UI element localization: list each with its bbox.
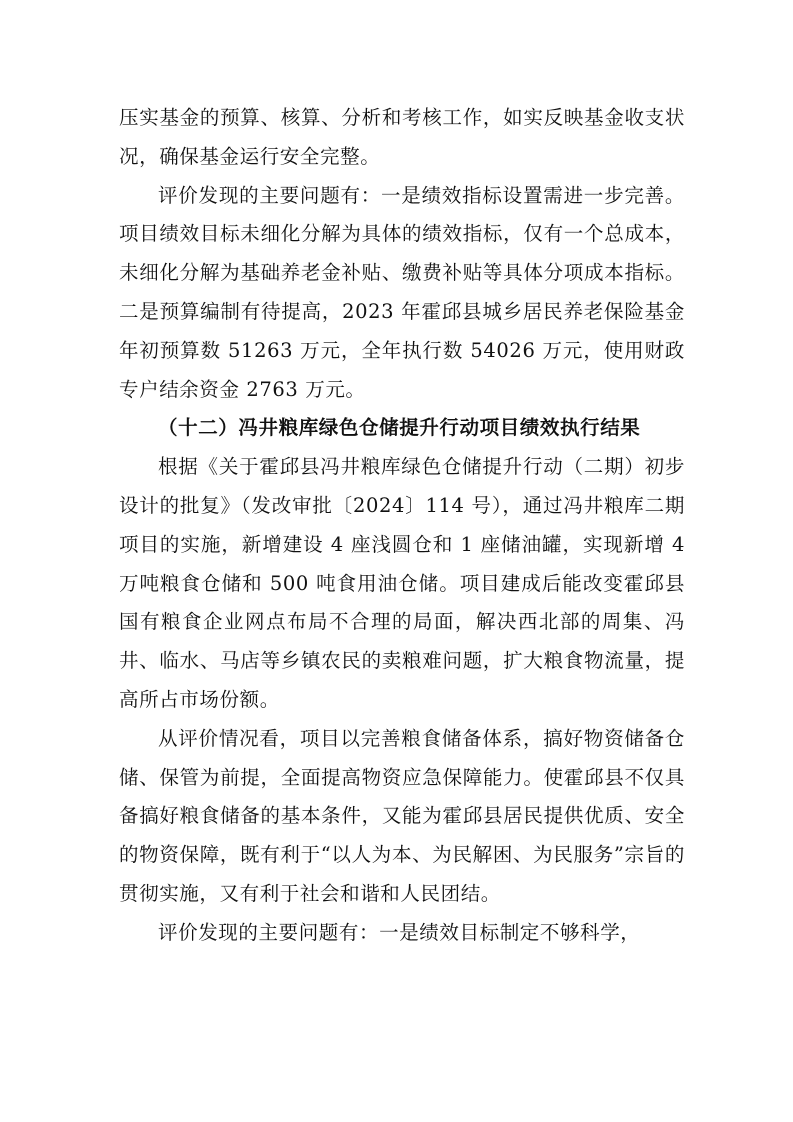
paragraph-pension-issues: 评价发现的主要问题有：一是绩效指标设置需进一步完善。项目绩效目标未细化分解为具体的绩效指标，仅有一个总成本，未细化分解为基础养老金补贴、缴费补贴等具体分项成本指标。二是预算编制有待提高，2023 年霍邱县城乡居民养老保险基金年初预算数 51263 万元，全年执行数 54026 万元，使用财政专户结余资金 2763 万元。 (119, 183, 685, 401)
section-heading-12: （十二）冯井粮库绿色仓储提升行动项目绩效执行结果 (158, 416, 641, 440)
document-body (119, 99, 685, 953)
paragraph-granary-basis: 根据《关于霍邱县冯井粮库绿色仓储提升行动（二期）初步设计的批复》（发改审批〔2024〕114 号），通过冯井粮库二期项目的实施，新增建设 4 座浅圆仓和 1 座储油罐，实现新增 4 万吨粮食仓储和 500 吨食用油仓储。项目建成后能改变霍邱县国有粮食企业网点布局不合理的局面，解决西北部的周集、冯井、临水、马店等乡镇农民的卖粮难问题，扩大粮食物流量，提高所占市场份额。 (119, 455, 685, 711)
paragraph-fund-supervision: 压实基金的预算、核算、分析和考核工作，如实反映基金收支状况，确保基金运行安全完整。 (119, 106, 685, 168)
paragraph-granary-issues: 评价发现的主要问题有：一是绩效目标制定不够科学， (158, 920, 641, 944)
paragraph-granary-evaluation: 从评价情况看，项目以完善粮食储备体系，搞好物资储备仓储、保管为前提，全面提高物资应急保障能力。使霍邱县不仅具备搞好粮食储备的基本条件，又能为霍邱县居民提供优质、安全的物资保障，既有利于“以人为本、为民解困、为民服务”宗旨的贯彻实施，又有利于社会和谐和人民团结。 (119, 726, 685, 905)
